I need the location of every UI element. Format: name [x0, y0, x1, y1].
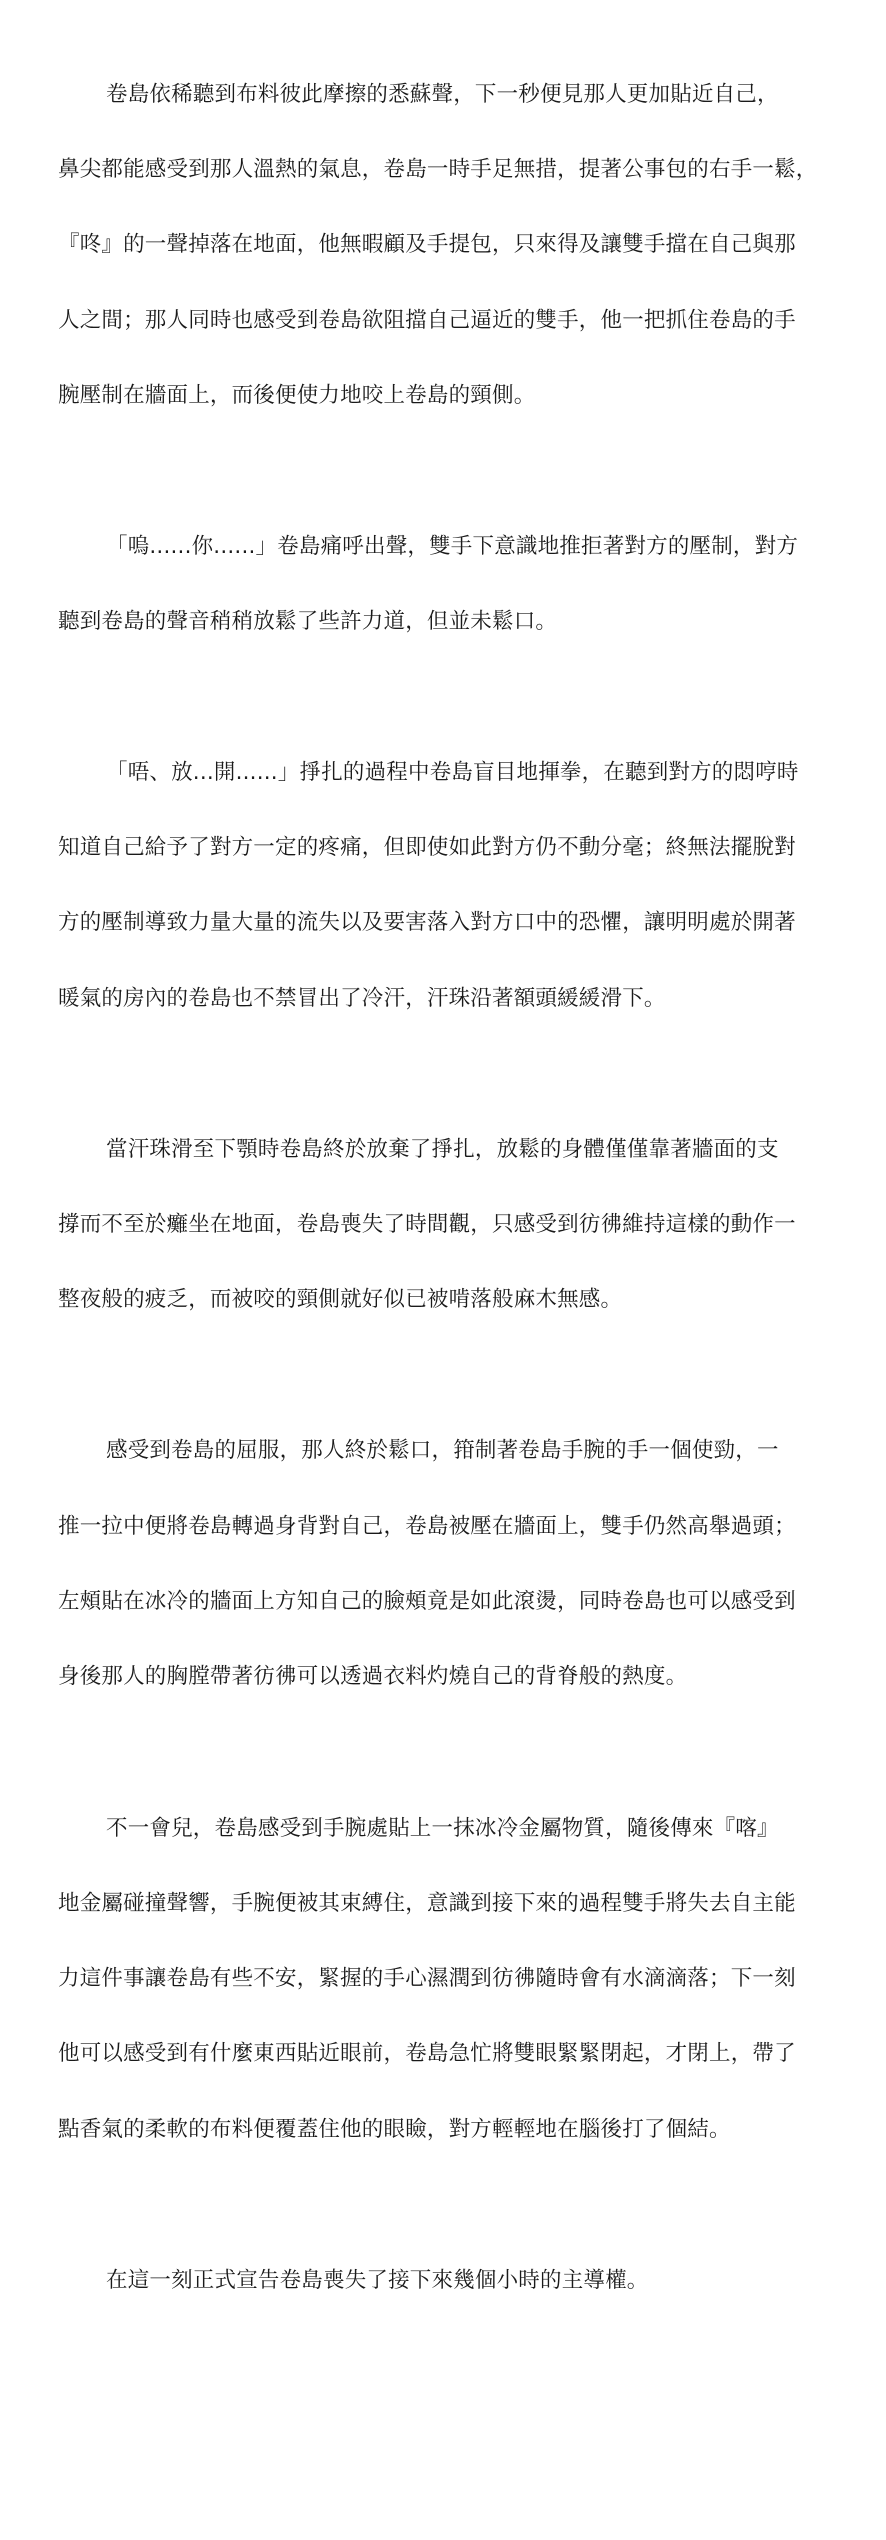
text-line: 撐而不至於癱坐在地面，卷島喪失了時間觀，只感受到彷彿維持這樣的動作一 — [58, 1212, 796, 1237]
text-line: 鼻尖都能感受到那人溫熱的氣息，卷島一時手足無措，提著公事包的右手一鬆， — [58, 157, 818, 182]
text-line: 左頰貼在冰冷的牆面上方知自己的臉頰竟是如此滾燙，同時卷島也可以感受到 — [58, 1589, 796, 1614]
text-line: 知道自己給予了對方一定的疼痛，但即使如此對方仍不動分毫；終無法擺脫對 — [58, 835, 796, 860]
text-line: 卷島依稀聽到布料彼此摩擦的悉蘇聲，下一秒便見那人更加貼近自己， — [106, 82, 779, 107]
text-line: 地金屬碰撞聲響，手腕便被其束縛住，意識到接下來的過程雙手將失去自主能 — [58, 1891, 796, 1916]
text-line: 方的壓制導致力量大量的流失以及要害落入對方口中的恐懼，讓明明處於開著 — [58, 910, 796, 935]
text-line: 推一拉中便將卷島轉過身背對自己，卷島被壓在牆面上，雙手仍然高舉過頭； — [58, 1514, 796, 1539]
text-line: 當汗珠滑至下顎時卷島終於放棄了掙扎，放鬆的身體僅僅靠著牆面的支 — [106, 1137, 779, 1162]
text-line: 點香氣的柔軟的布料便覆蓋住他的眼瞼，對方輕輕地在腦後打了個結。 — [58, 2117, 731, 2142]
text-line: 力這件事讓卷島有些不安，緊握的手心濕潤到彷彿隨時會有水滴滴落；下一刻 — [58, 1966, 796, 1991]
text-line: 人之間；那人同時也感受到卷島欲阻擋自己逼近的雙手，他一把抓住卷島的手 — [58, 308, 796, 333]
text-line: 不一會兒，卷島感受到手腕處貼上一抹冰冷金屬物質，隨後傳來『喀』 — [106, 1816, 779, 1841]
text-line: 「嗚......你......」卷島痛呼出聲，雙手下意識地推拒著對方的壓制，對方 — [106, 534, 799, 559]
text-line: 感受到卷島的屈服，那人終於鬆口，箝制著卷島手腕的手一個使勁，一 — [106, 1438, 779, 1463]
text-line: 『咚』的一聲掉落在地面，他無暇顧及手提包，只來得及讓雙手擋在自己與那 — [58, 232, 796, 257]
text-line: 「唔、放...開......」掙扎的過程中卷島盲目地揮拳，在聽到對方的悶哼時 — [106, 760, 799, 785]
text-line: 身後那人的胸膛帶著彷彿可以透過衣料灼燒自己的背脊般的熱度。 — [58, 1664, 688, 1689]
text-line: 他可以感受到有什麼東西貼近眼前，卷島急忙將雙眼緊緊閉起，才閉上，帶了 — [58, 2041, 796, 2066]
text-line: 在這一刻正式宣告卷島喪失了接下來幾個小時的主導權。 — [106, 2268, 649, 2293]
text-line: 暖氣的房內的卷島也不禁冒出了冷汗，汗珠沿著額頭緩緩滑下。 — [58, 986, 666, 1011]
text-line: 整夜般的疲乏，而被咬的頸側就好似已被啃落般麻木無感。 — [58, 1287, 623, 1312]
text-line: 聽到卷島的聲音稍稍放鬆了些許力道，但並未鬆口。 — [58, 609, 558, 634]
text-line: 腕壓制在牆面上，而後便使力地咬上卷島的頸側。 — [58, 383, 536, 408]
